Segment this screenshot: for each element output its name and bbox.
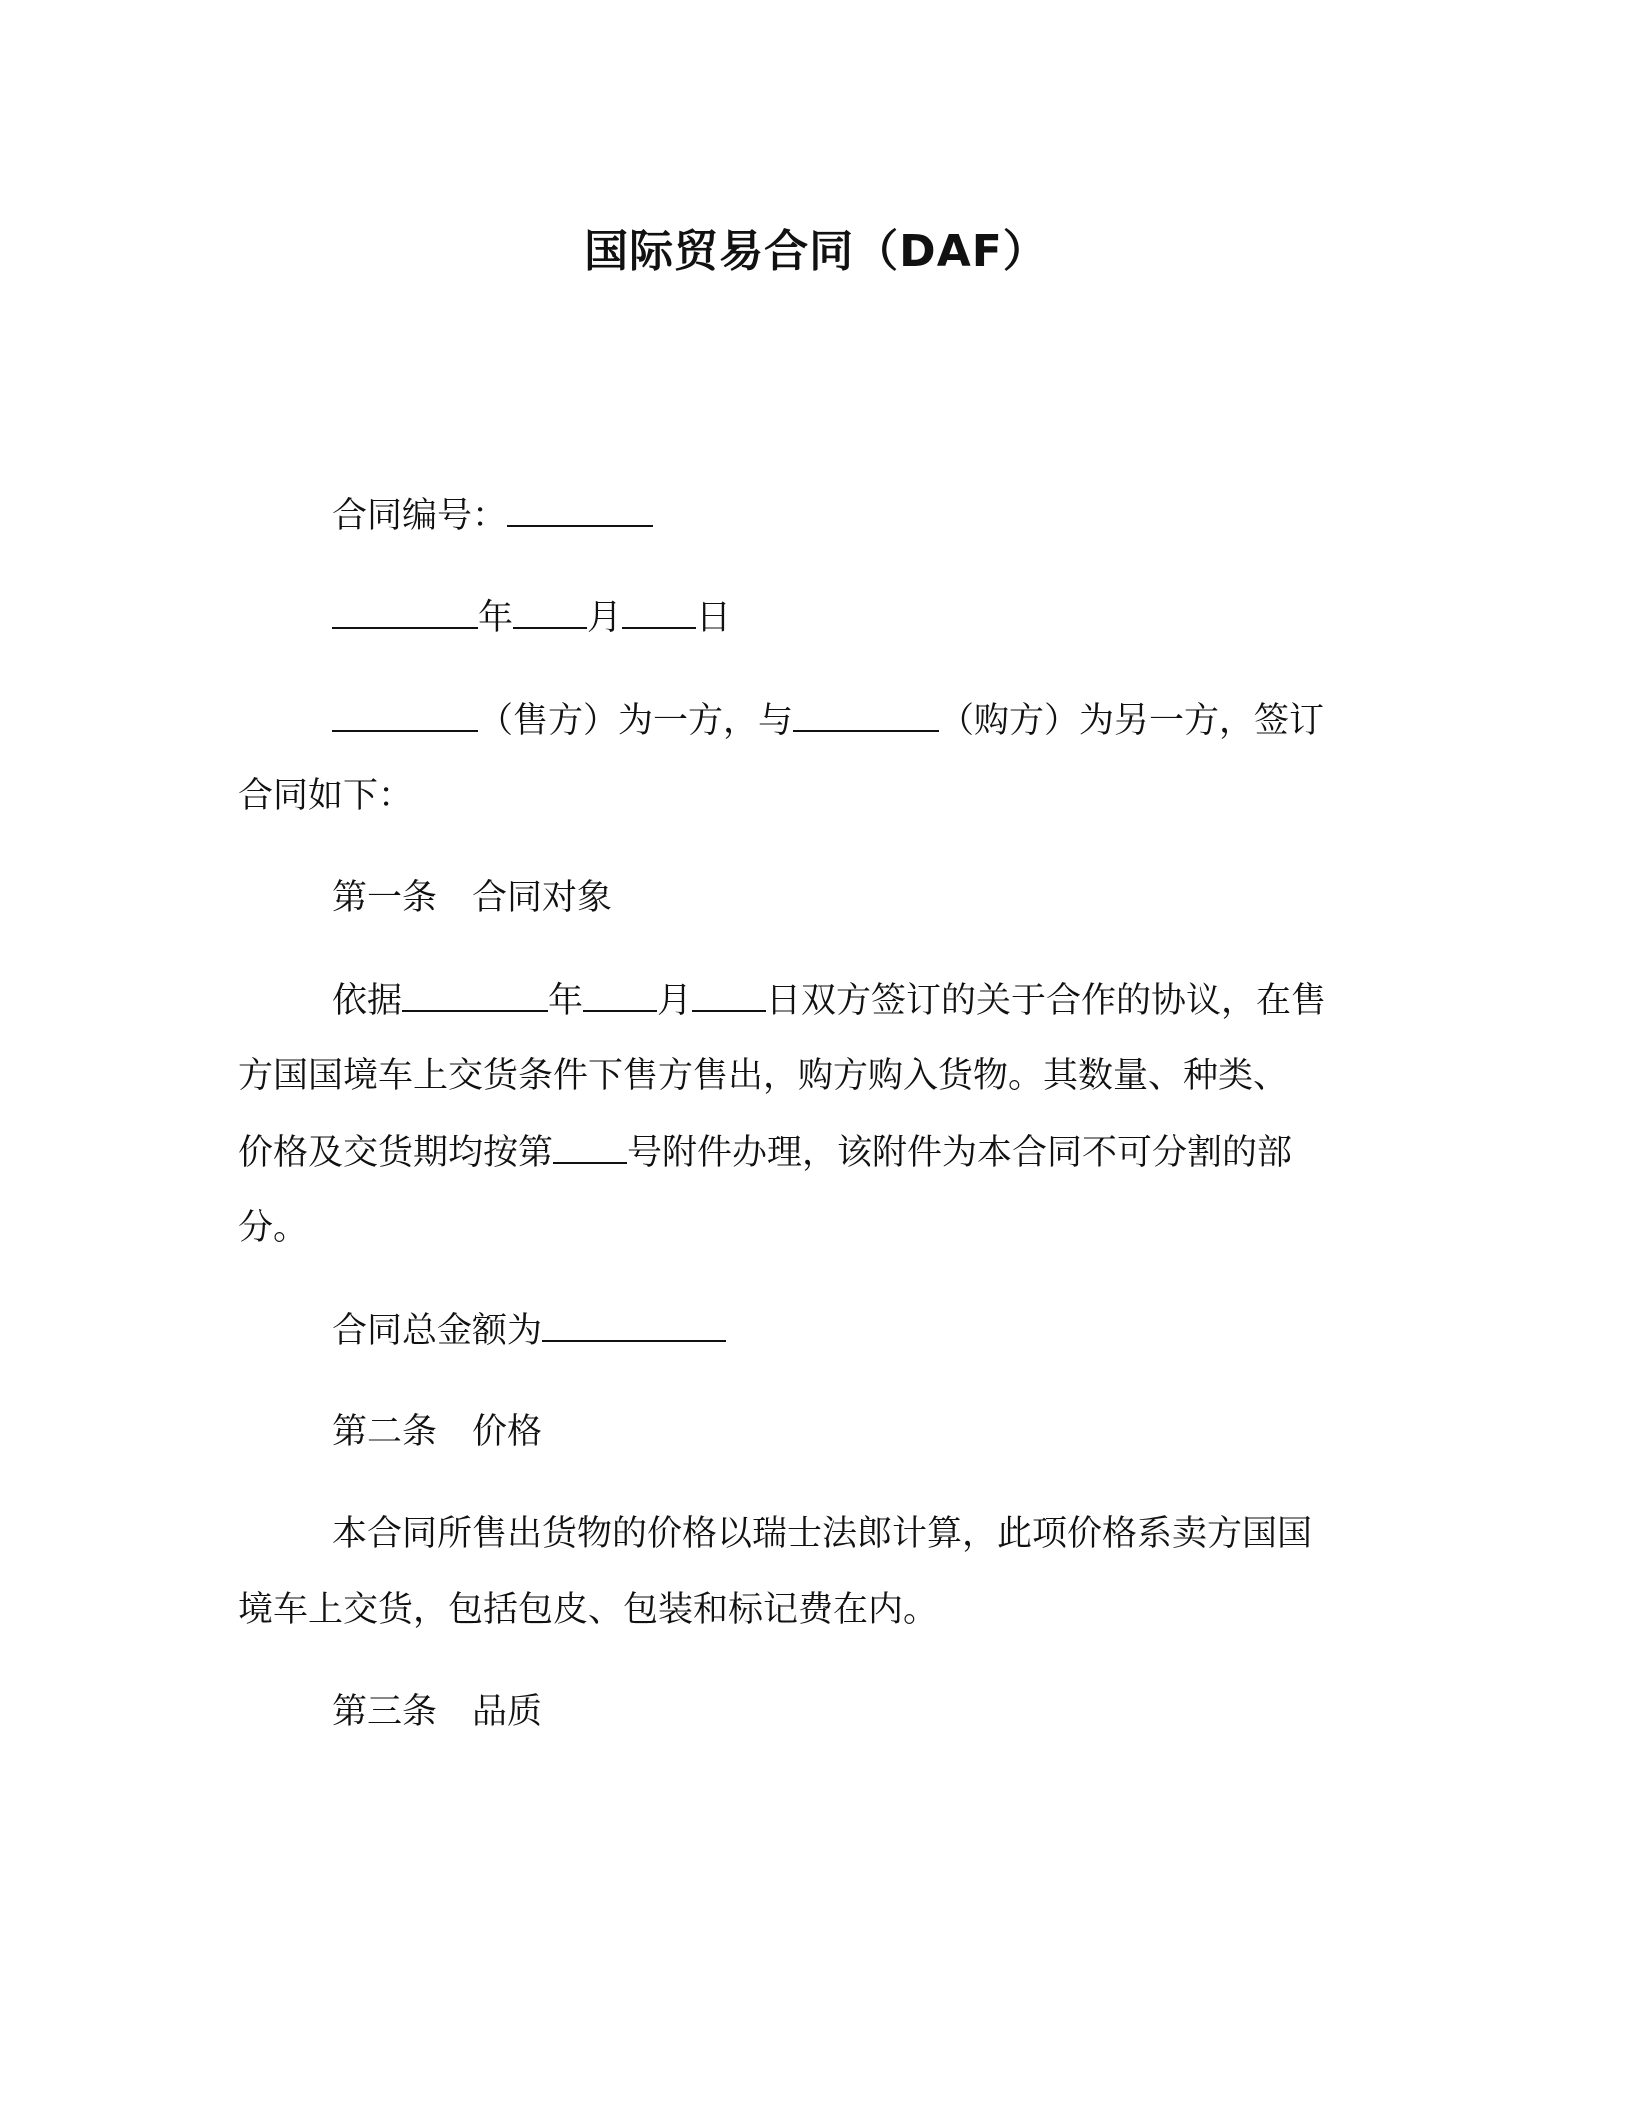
agreement-month-blank[interactable] xyxy=(583,976,657,1012)
buyer-blank[interactable] xyxy=(793,696,939,732)
agreement-year-blank[interactable] xyxy=(402,976,548,1012)
article1-line3-a: 价格及交货期均按第 xyxy=(238,1133,554,1173)
document-title: 国际贸易合同（DAF） xyxy=(584,226,1048,277)
contract-number-line xyxy=(332,491,653,540)
article1-text-a: 依据 xyxy=(332,981,403,1021)
article3-heading: 第三条 品质 xyxy=(332,1692,543,1732)
seller-text: （售方）为一方，与 xyxy=(478,701,794,741)
month-blank[interactable] xyxy=(513,593,587,629)
year-blank[interactable] xyxy=(332,593,478,629)
attachment-number-blank[interactable] xyxy=(553,1128,627,1164)
month-label: 月 xyxy=(587,598,623,638)
date-line xyxy=(332,593,731,642)
contract-number-label: 合同编号： xyxy=(332,496,508,536)
year-label: 年 xyxy=(478,598,514,638)
total-amount-label: 合同总金额为 xyxy=(332,1311,543,1351)
article1-text-b: 日双方签订的关于合作的协议，在售 xyxy=(766,981,1327,1021)
article1-line2: 方国国境车上交货条件下售方售出，购方购入货物。其数量、种类、 xyxy=(238,1056,1289,1096)
article1-line4: 分。 xyxy=(238,1208,309,1248)
agreement-day-blank[interactable] xyxy=(692,976,766,1012)
agreement-year-label: 年 xyxy=(548,981,584,1021)
contract-number-blank[interactable] xyxy=(507,491,653,527)
buyer-text: （购方）为另一方，签订 xyxy=(939,701,1325,741)
parties-continuation: 合同如下： xyxy=(238,776,414,816)
parties-line xyxy=(332,696,1324,745)
article1-line3 xyxy=(238,1128,1292,1177)
seller-blank[interactable] xyxy=(332,696,478,732)
article2-line1: 本合同所售出货物的价格以瑞士法郎计算，此项价格系卖方国国 xyxy=(332,1514,1313,1554)
article1-line1 xyxy=(332,976,1326,1025)
total-amount-line xyxy=(332,1306,726,1355)
article1-heading: 第一条 合同对象 xyxy=(332,878,613,918)
article1-line3-b: 号附件办理，该附件为本合同不可分割的部 xyxy=(627,1133,1293,1173)
total-amount-blank[interactable] xyxy=(542,1306,726,1342)
article2-line2: 境车上交货，包括包皮、包装和标记费在内。 xyxy=(238,1590,939,1630)
day-label: 日 xyxy=(696,598,732,638)
agreement-month-label: 月 xyxy=(657,981,693,1021)
day-blank[interactable] xyxy=(622,593,696,629)
article2-heading: 第二条 价格 xyxy=(332,1412,543,1452)
